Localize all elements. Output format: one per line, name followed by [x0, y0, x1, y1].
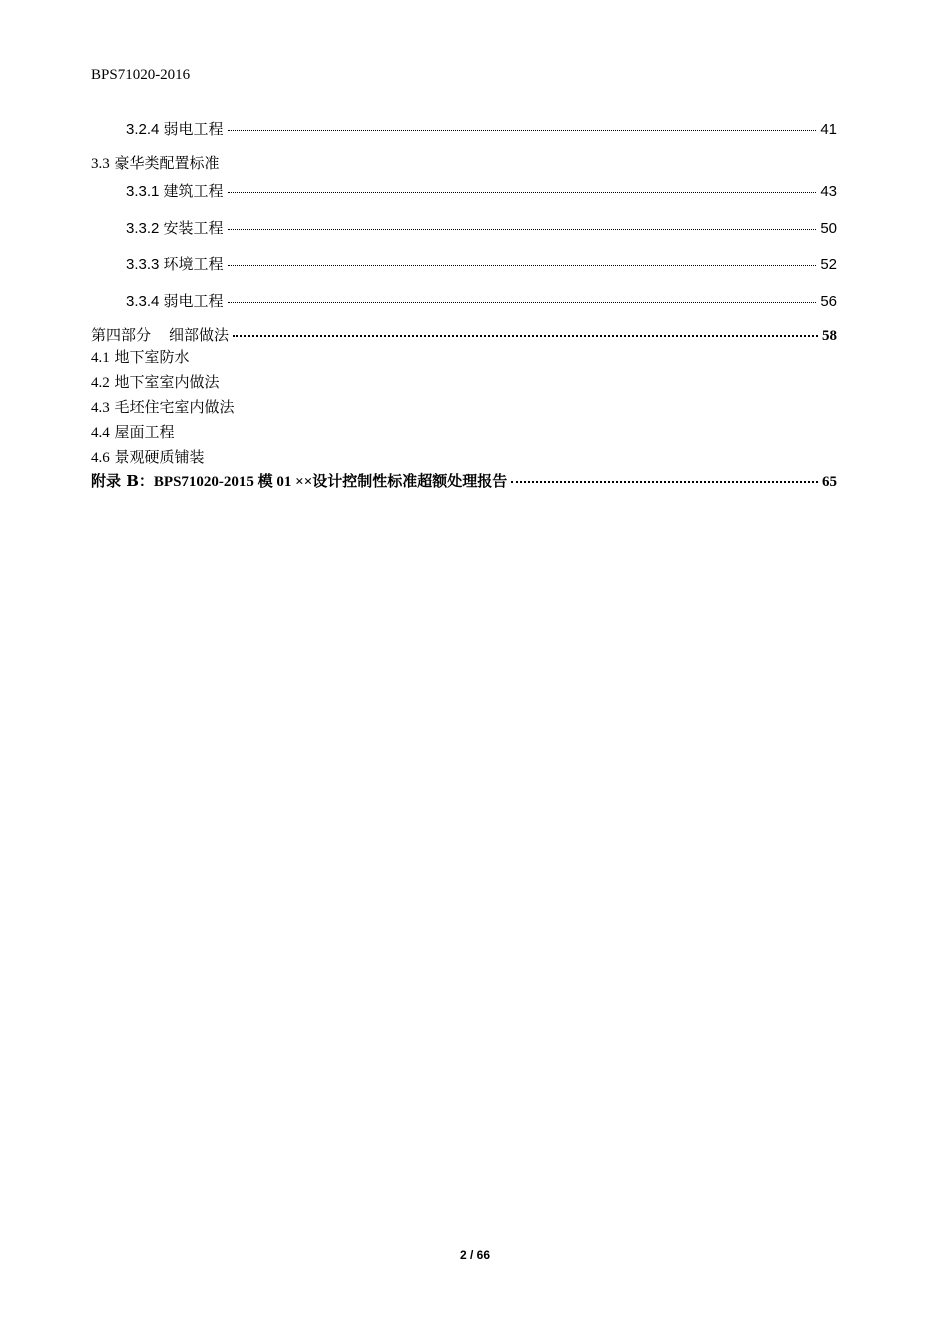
toc-entry[interactable]	[91, 447, 205, 467]
toc-entry-page: 43	[820, 183, 837, 200]
toc-entry[interactable]	[91, 325, 837, 345]
toc-entry-number: 4.1	[91, 350, 110, 366]
toc-entry[interactable]	[126, 254, 837, 274]
toc-entry[interactable]	[91, 397, 235, 417]
toc-entry-number: 4.3	[91, 400, 110, 416]
toc-entry-title: BPS71020-2015 模 01 ××设计控制性标准超额处理报告	[153, 474, 508, 490]
toc-entry-page: 52	[820, 256, 837, 273]
toc-entry-number: 4.2	[91, 375, 110, 391]
toc-entry-number: 3.3.3	[126, 256, 160, 273]
toc-entry[interactable]	[126, 291, 837, 311]
toc-entry-title: 安装工程	[163, 219, 224, 237]
page-number: 2 / 66	[459, 1248, 491, 1262]
toc-entry[interactable]	[91, 153, 220, 173]
toc-leader-dots	[233, 335, 818, 337]
table-of-contents	[91, 0, 837, 1344]
toc-entry[interactable]	[91, 372, 220, 392]
toc-entry-title: 建筑工程	[163, 182, 224, 200]
toc-entry-page: 41	[820, 121, 837, 138]
toc-entry-page: 65	[822, 474, 837, 490]
toc-leader-dots	[228, 229, 817, 230]
toc-entry[interactable]	[126, 218, 837, 238]
toc-entry-number: 3.3.1	[126, 183, 160, 200]
toc-entry-title: 地下室室内做法	[114, 373, 220, 391]
document-code: BPS71020-2016	[91, 67, 191, 83]
toc-entry-page: 58	[822, 328, 837, 344]
toc-entry[interactable]	[91, 422, 175, 442]
toc-entry-title: 毛坯住宅室内做法	[114, 398, 235, 416]
toc-entry-number: 3.3.4	[126, 293, 160, 310]
toc-leader-dots	[228, 192, 817, 193]
toc-entry-title: 细部做法	[169, 326, 230, 344]
toc-entry[interactable]	[126, 181, 837, 201]
toc-entry-number: 4.6	[91, 450, 110, 466]
toc-entry-title: 地下室防水	[114, 348, 190, 366]
toc-entry-number: 4.4	[91, 425, 110, 441]
toc-entry-title: 弱电工程	[163, 292, 224, 310]
toc-entry[interactable]	[91, 347, 190, 367]
toc-entry-title: 景观硬质铺装	[114, 448, 205, 466]
toc-entry-number: 3.3.2	[126, 220, 160, 237]
toc-leader-dots	[228, 302, 817, 303]
toc-entry-number: 3.3	[91, 156, 110, 172]
toc-leader-dots	[228, 265, 817, 266]
toc-entry[interactable]	[91, 471, 837, 491]
toc-entry-page: 50	[820, 220, 837, 237]
toc-entry-number: 第四部分	[91, 326, 152, 344]
toc-leader-dots	[511, 481, 818, 483]
toc-entry-title: 屋面工程	[114, 423, 175, 441]
toc-leader-dots	[228, 130, 817, 131]
toc-entry[interactable]	[126, 119, 837, 139]
toc-entry-number: 附录 B：	[91, 472, 154, 490]
toc-entry-title: 环境工程	[163, 255, 224, 273]
toc-entry-number: 3.2.4	[126, 121, 160, 138]
toc-entry-title: 豪华类配置标准	[114, 154, 220, 172]
toc-entry-title: 弱电工程	[163, 120, 224, 138]
toc-entry-page: 56	[820, 293, 837, 310]
